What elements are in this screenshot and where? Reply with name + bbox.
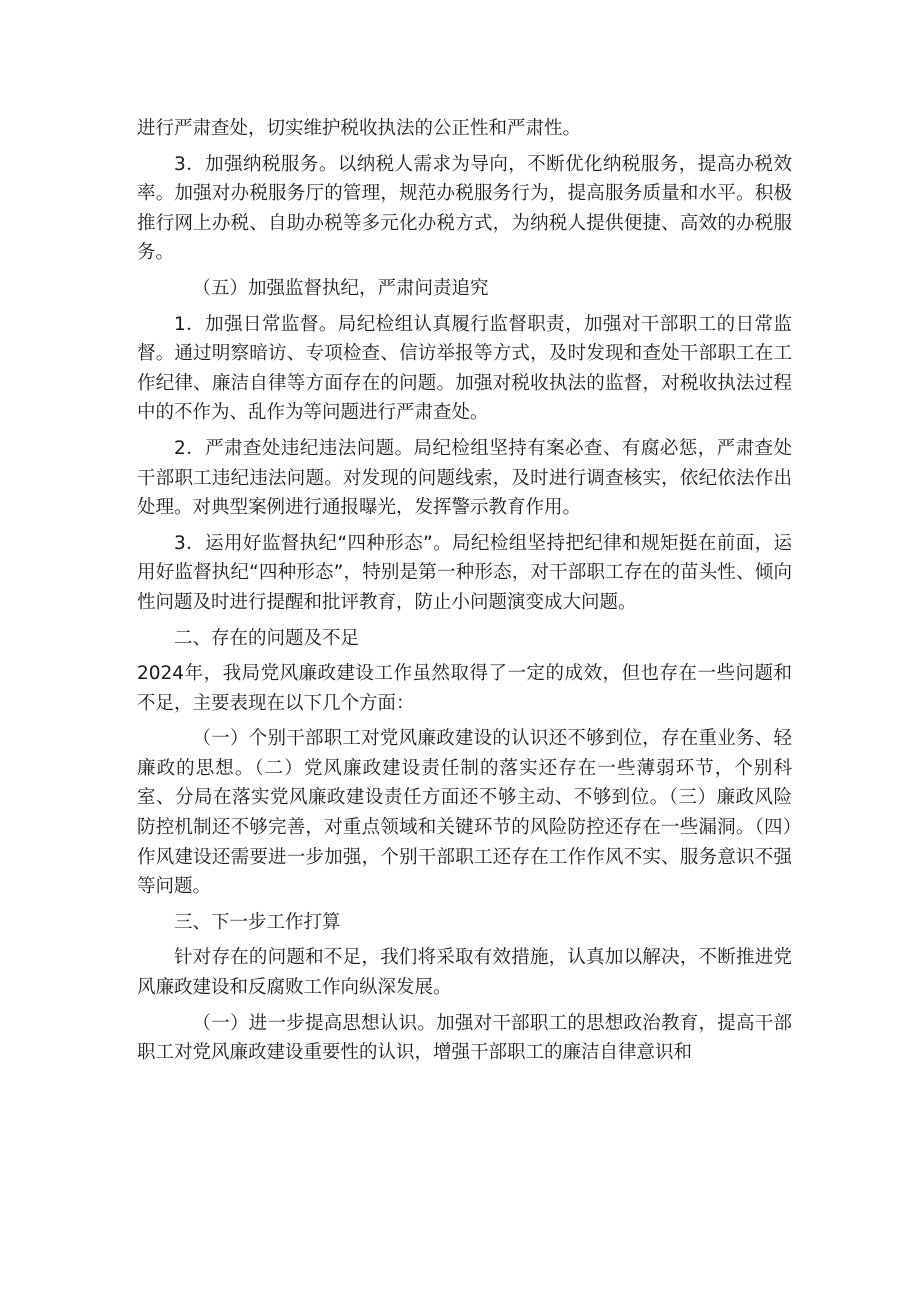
paragraph-discipline-violations: 2．严肃查处违纪违法问题。局纪检组坚持有案必查、有腐必惩，严肃查处干部职工违纪违法问题。对发现的问题线索，及时进行调查核实，依纪依法作出处理。对典型案例进行通报曝光，发挥警示教育作用。 xyxy=(137,437,792,519)
section-heading-supervision: （五）加强监督执纪，严肃问责追究 xyxy=(192,277,489,299)
paragraph-four-forms: 3．运用好监督执纪“四种形态”。局纪检组坚持把纪律和规矩挺在前面，运用好监督执纪“四种形态”，特别是第一种形态，对干部职工存在的苗头性、倾向性问题及时进行提醒和批评教育，防止小问题演变成大问题。 xyxy=(137,532,792,613)
paragraph-problems-intro: 2024年，我局党风廉政建设工作虽然取得了一定的成效，但也存在一些问题和不足，主要表现在以下几个方面： xyxy=(137,663,792,714)
paragraph-daily-supervision: 1．加强日常监督。局纪检组认真履行监督职责，加强对干部职工的日常监督。通过明察暗访、专项检查、信访举报等方式，及时发现和查处干部职工在工作纪律、廉洁自律等方面存在的问题。加强对税收执法的监督，对税收执法过程中的不作为、乱作为等问题进行严肃查处。 xyxy=(137,313,792,424)
paragraph-next-steps-intro: 针对存在的问题和不足，我们将采取有效措施，认真加以解决，不断推进党风廉政建设和反腐败工作向纵深发展。 xyxy=(137,947,792,999)
section-heading-problems: 二、存在的问题及不足 xyxy=(174,627,360,649)
section-heading-next-steps: 三、下一步工作打算 xyxy=(174,911,341,933)
paragraph-tax-service: 3．加强纳税服务。以纳税人需求为导向，不断优化纳税服务，提高办税效率。加强对办税服务厅的管理，规范办税服务行为，提高服务质量和水平。积极推行网上办税、自助办税等多元化办税方式，为纳税人提供便捷、高效的办税服务。 xyxy=(137,153,792,264)
paragraph-continuation: 进行严肃查处，切实维护税收执法的公正性和严肃性。 xyxy=(137,118,582,139)
paragraph-improve-awareness: （一）进一步提高思想认识。加强对干部职工的思想政治教育，提高干部职工对党风廉政建设重要性的认识，增强干部职工的廉洁自律意识和 xyxy=(137,1012,792,1064)
paragraph-problems-list: （一）个别干部职工对党风廉政建设的认识还不够到位，存在重业务、轻廉政的思想。（二）党风廉政建设责任制的落实还存在一些薄弱环节，个别科室、分局在落实党风廉政建设责任方面还不够主动、不够到位。（三）廉政风险防控机制还不够完善，对重点领域和关键环节的风险防控还存在一些漏洞。（四）作风建设还需要进一步加强，个别干部职工还存在工作作风不实、服务意识不强等问题。 xyxy=(137,728,792,898)
document-body xyxy=(137,114,792,1068)
